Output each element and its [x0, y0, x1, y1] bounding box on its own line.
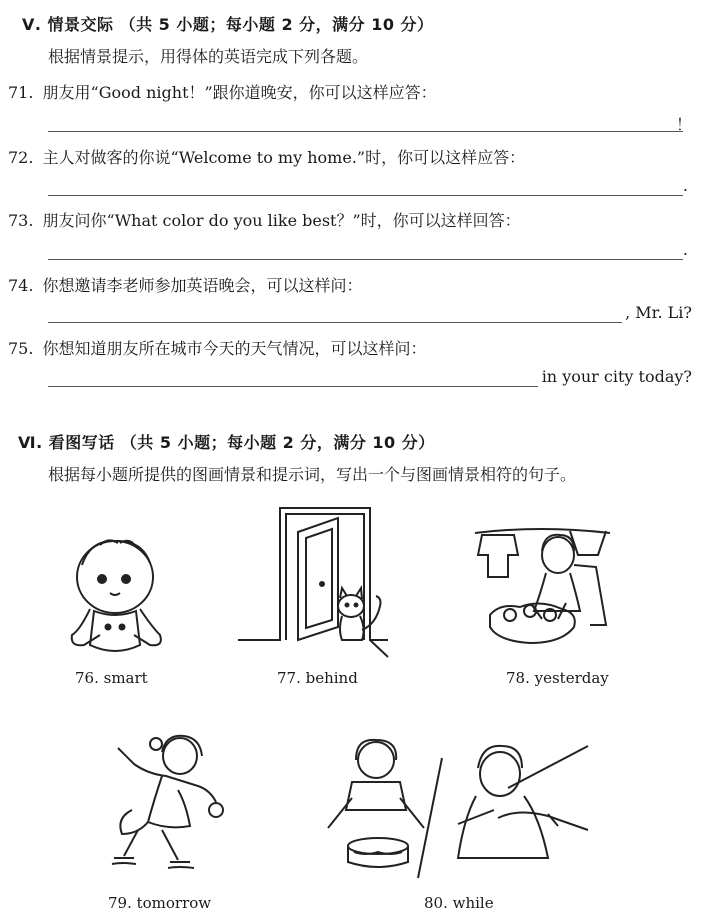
question-71 — [8, 80, 437, 103]
question-text: 朋友问你“What color do you like best？”时，你可以这样回答： — [42, 211, 521, 230]
question-number: 74. — [8, 276, 34, 295]
cat-behind-door-illustration — [238, 502, 388, 657]
answer-line-73[interactable] — [48, 259, 683, 260]
question-text: 你想知道朋友所在城市今天的天气情况，可以这样问： — [42, 339, 427, 358]
question-text: 朋友用“Good night！”跟你道晚安，你可以这样应答： — [42, 83, 437, 102]
answer-line-72[interactable] — [48, 195, 683, 196]
section-6-instruction: 根据每小题所提供的图画情景和提示词，写出一个与图画情景相符的句子。 — [48, 465, 577, 484]
section-6-title: Ⅵ. 看图写话 （共 5 小题；每小题 2 分，满分 10 分） — [18, 433, 435, 452]
answer-ending-75: in your city today? — [541, 367, 692, 386]
question-number: 71. — [8, 83, 34, 102]
caption-77: 77. behind — [277, 669, 358, 687]
question-number: 73. — [8, 211, 34, 230]
answer-ending-71: ！ — [675, 115, 692, 134]
section-5-title: Ⅴ. 情景交际 （共 5 小题；每小题 2 分，满分 10 分） — [22, 15, 434, 34]
answer-line-75[interactable] — [48, 386, 538, 387]
question-72 — [8, 145, 525, 168]
question-73 — [8, 208, 521, 231]
section-5-instruction: 根据情景提示，用得体的英语完成下列各题。 — [48, 47, 369, 66]
question-text: 你想邀请李老师参加英语晚会，可以这样问： — [42, 276, 363, 295]
baby-illustration — [60, 535, 170, 660]
question-text: 主人对做客的你说“Welcome to my home.”时，你可以这样应答： — [42, 148, 526, 167]
caption-76: 76. smart — [75, 669, 148, 687]
answer-ending-72: . — [682, 176, 688, 195]
caption-80: 80. while — [424, 894, 494, 912]
answer-line-74[interactable] — [48, 322, 622, 323]
question-74 — [8, 273, 363, 296]
answer-line-71[interactable] — [48, 131, 683, 132]
girl-cake-and-boy-violin-illustration — [318, 738, 598, 878]
answer-ending-74: , Mr. Li? — [625, 303, 692, 322]
girl-washing-clothes-illustration — [470, 515, 615, 660]
question-75 — [8, 336, 427, 359]
caption-79: 79. tomorrow — [108, 894, 212, 912]
question-number: 72. — [8, 148, 34, 167]
answer-ending-73: . — [682, 240, 688, 259]
question-number: 75. — [8, 339, 34, 358]
girl-ice-skating-illustration — [98, 730, 228, 880]
caption-78: 78. yesterday — [506, 669, 609, 687]
